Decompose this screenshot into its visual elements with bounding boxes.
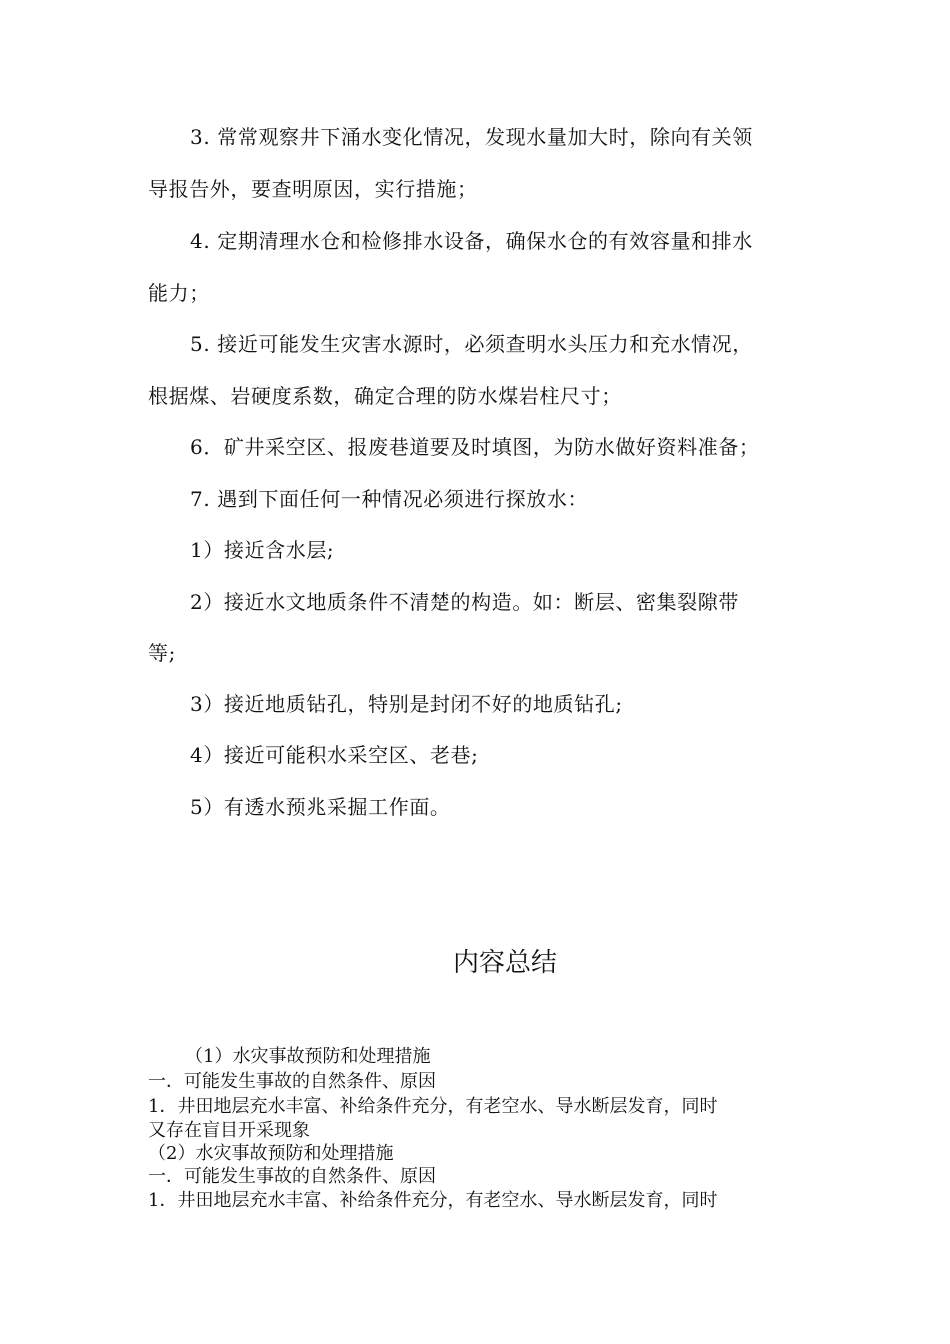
summary-line-7: 1．井田地层充水丰富、补给条件充分，有老空水、导水断层发育，同时 bbox=[148, 1190, 718, 1211]
sub-item-3: 3）接近地质钻孔，特别是封闭不好的地质钻孔; bbox=[190, 692, 623, 716]
summary-line-5: （2）水灾事故预防和处理措施 bbox=[148, 1143, 394, 1164]
sub-item-4: 4）接近可能积水采空区、老巷; bbox=[190, 743, 479, 767]
measure-4-line-2: 能力； bbox=[148, 281, 210, 305]
measure-3-line-2: 导报告外，要查明原因，实行措施； bbox=[148, 177, 478, 201]
summary-line-4: 又存在盲目开采现象 bbox=[148, 1120, 310, 1141]
measure-5-line-1: 5. 接近可能发生灾害水源时，必须查明水头压力和充水情况， bbox=[190, 332, 753, 356]
sub-item-1: 1）接近含水层; bbox=[190, 538, 335, 562]
summary-heading: 内容总结 bbox=[452, 948, 557, 978]
summary-line-3: 1．井田地层充水丰富、补给条件充分，有老空水、导水断层发育，同时 bbox=[148, 1096, 718, 1117]
summary-line-6: 一．可能发生事故的自然条件、原因 bbox=[148, 1166, 436, 1187]
measure-6: 6．矿井采空区、报废巷道要及时填图，为防水做好资料准备； bbox=[190, 435, 760, 459]
sub-item-2-line-1: 2）接近水文地质条件不清楚的构造。如：断层、密集裂隙带 bbox=[190, 590, 739, 614]
measure-3-line-1: 3. 常常观察井下涌水变化情况，发现水量加大时，除向有关领 bbox=[190, 125, 753, 149]
sub-item-2-line-2: 等; bbox=[148, 641, 176, 665]
measure-5-line-2: 根据煤、岩硬度系数，确定合理的防水煤岩柱尺寸； bbox=[148, 384, 622, 408]
summary-line-2: 一．可能发生事故的自然条件、原因 bbox=[148, 1071, 436, 1092]
summary-line-1: （1）水灾事故预防和处理措施 bbox=[185, 1046, 431, 1067]
measure-7: 7. 遇到下面任何一种情况必须进行探放水： bbox=[190, 487, 589, 511]
measure-4-line-1: 4. 定期清理水仓和检修排水设备，确保水仓的有效容量和排水 bbox=[190, 229, 753, 253]
sub-item-5: 5）有透水预兆采掘工作面。 bbox=[190, 795, 451, 819]
